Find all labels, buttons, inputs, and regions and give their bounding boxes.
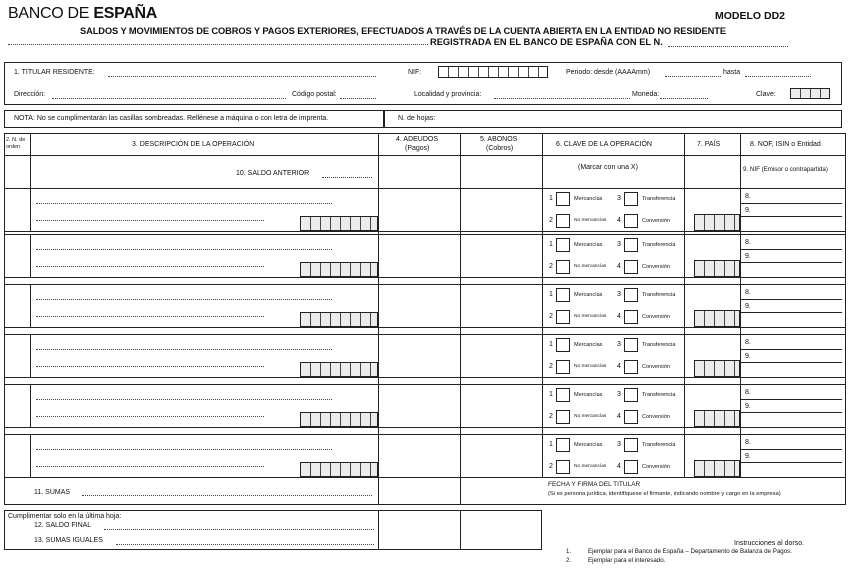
op-code-3-num: 3	[617, 241, 621, 248]
order-number-field[interactable]	[5, 189, 29, 231]
transferencia-label: Transferencia	[642, 292, 676, 298]
bank-name-bold: ESPAÑA	[93, 5, 158, 22]
nif-emisor-field[interactable]	[741, 300, 841, 312]
op-code-3-num: 3	[617, 341, 621, 348]
moneda-field[interactable]	[660, 98, 708, 99]
no-mercancias-label: No mercancías	[574, 264, 607, 269]
mercancias-label: Mercancías	[574, 292, 603, 298]
adeudos-field[interactable]	[379, 385, 459, 427]
no-mercancias-label: No mercancías	[574, 464, 607, 469]
bank-name-regular: BANCO DE	[8, 5, 94, 22]
pais-field[interactable]	[685, 235, 739, 259]
description-line1[interactable]	[36, 349, 332, 350]
nof-label: 8.	[745, 389, 751, 396]
conversion-label: Conversión	[642, 218, 670, 224]
nof-field[interactable]	[741, 435, 841, 449]
abonos-field[interactable]	[461, 235, 541, 277]
col-adeudos-header: 4. ADEUDOS	[396, 136, 439, 143]
periodo-hasta-field[interactable]	[745, 76, 811, 77]
op-code-3-num: 3	[617, 441, 621, 448]
conversion-checkbox[interactable]	[624, 310, 638, 324]
col-num-line2: orden	[6, 144, 21, 150]
titular-field[interactable]	[108, 76, 376, 77]
order-number-field[interactable]	[5, 385, 29, 427]
mercancias-checkbox[interactable]	[556, 192, 570, 206]
description-code-field	[300, 362, 378, 377]
nif-emisor-label: 9.	[745, 253, 751, 260]
nof-field[interactable]	[741, 235, 841, 249]
mercancias-checkbox[interactable]	[556, 438, 570, 452]
conversion-label: Conversión	[642, 264, 670, 270]
mercancias-label: Mercancías	[574, 242, 603, 248]
op-code-1-num: 1	[549, 241, 553, 248]
transferencia-checkbox[interactable]	[624, 192, 638, 206]
col-abonos-sub: (Cobros)	[486, 145, 514, 152]
mercancias-checkbox[interactable]	[556, 288, 570, 302]
no-mercancias-checkbox[interactable]	[556, 360, 570, 374]
mercancias-label: Mercancías	[574, 196, 603, 202]
conversion-checkbox[interactable]	[624, 214, 638, 228]
pais-code-field	[694, 410, 740, 427]
description-line1[interactable]	[36, 399, 332, 400]
op-code-1-num: 1	[549, 291, 553, 298]
codigo-postal-label: Código postal:	[292, 91, 337, 98]
op-code-4-num: 4	[617, 263, 621, 270]
description-code-field	[300, 262, 378, 277]
sumas-iguales-label: 13. SUMAS IGUALES	[34, 537, 103, 544]
periodo-desde-field[interactable]	[665, 76, 721, 77]
direccion-label: Dirección:	[14, 91, 46, 98]
description-line2[interactable]	[36, 366, 264, 367]
op-code-1-num: 1	[549, 341, 553, 348]
no-mercancias-label: No mercancías	[574, 218, 607, 223]
adeudos-field[interactable]	[379, 285, 459, 327]
op-code-3-num: 3	[617, 391, 621, 398]
conversion-checkbox[interactable]	[624, 260, 638, 274]
op-code-1-num: 1	[549, 441, 553, 448]
adeudos-field[interactable]	[379, 235, 459, 277]
abonos-field[interactable]	[461, 385, 541, 427]
nif-emisor-label: 9.	[745, 303, 751, 310]
conversion-label: Conversión	[642, 414, 670, 420]
description-line2[interactable]	[36, 416, 264, 417]
sumas-label: 11. SUMAS	[34, 489, 71, 496]
nif-emisor-label: 9.	[745, 403, 751, 410]
op-code-4-num: 4	[617, 413, 621, 420]
nif-emisor-field[interactable]	[741, 350, 841, 362]
titular-label: 1. TITULAR RESIDENTE:	[14, 69, 95, 76]
form-title-line2: REGISTRADA EN EL BANCO DE ESPAÑA CON EL N.	[430, 37, 663, 47]
description-line2[interactable]	[36, 316, 264, 317]
copy2-number: 2.	[566, 558, 572, 564]
col-description-header: 3. DESCRIPCIÓN DE LA OPERACIÓN	[132, 141, 255, 148]
transferencia-label: Transferencia	[642, 242, 676, 248]
pais-field[interactable]	[685, 335, 739, 359]
pais-code-field	[694, 360, 740, 377]
localidad-label: Localidad y provincia:	[414, 91, 482, 98]
nif-emisor-field[interactable]	[741, 250, 841, 262]
nif-emisor-field[interactable]	[741, 400, 841, 412]
description-code-field	[300, 462, 378, 477]
nif-emisor-label: 9.	[745, 207, 751, 214]
conversion-label: Conversión	[642, 464, 670, 470]
description-line2[interactable]	[36, 266, 264, 267]
fecha-firma-label: FECHA Y FIRMA DEL TITULAR	[548, 481, 641, 488]
pais-field[interactable]	[685, 435, 739, 459]
description-code-field	[300, 216, 378, 231]
nif-emisor-field[interactable]	[741, 450, 841, 462]
no-mercancias-checkbox[interactable]	[556, 460, 570, 474]
copy1-text: Ejemplar para el Banco de España – Departamento de Balanza de Pagos.	[588, 548, 792, 555]
transferencia-checkbox[interactable]	[624, 438, 638, 452]
saldo-anterior-label: 10. SALDO ANTERIOR	[236, 170, 310, 177]
order-number-field[interactable]	[5, 285, 29, 327]
nif-emisor-label: 9.	[745, 453, 751, 460]
localidad-field[interactable]	[494, 98, 630, 99]
nif-emisor-header: 9. NIF (Emisor o contrapartida)	[743, 166, 828, 173]
no-mercancias-label: No mercancías	[574, 414, 607, 419]
description-line1[interactable]	[36, 203, 332, 204]
form-title-line1: SALDOS Y MOVIMIENTOS DE COBROS Y PAGOS EXTERIORES, EFECTUADOS A TRAVÉS DE LA CUENTA ABIERTA EN LA ENTIDAD NO RESIDENTE	[80, 26, 726, 36]
model-code: MODELO DD2	[715, 10, 786, 22]
transferencia-checkbox[interactable]	[624, 288, 638, 302]
op-code-2-num: 2	[549, 463, 553, 470]
abonos-field[interactable]	[461, 285, 541, 327]
conversion-checkbox[interactable]	[624, 410, 638, 424]
order-number-field[interactable]	[5, 335, 29, 377]
conversion-checkbox[interactable]	[624, 360, 638, 374]
op-code-2-num: 2	[549, 217, 553, 224]
no-mercancias-checkbox[interactable]	[556, 260, 570, 274]
header-divider	[4, 155, 846, 156]
adeudos-field[interactable]	[379, 435, 459, 477]
no-mercancias-label: No mercancías	[574, 364, 607, 369]
conversion-checkbox[interactable]	[624, 460, 638, 474]
copy1-number: 1.	[566, 549, 572, 555]
sumas-dots	[82, 495, 372, 496]
op-code-4-num: 4	[617, 217, 621, 224]
op-code-1-num: 1	[549, 391, 553, 398]
ultima-hoja-label: Cumplimentar solo en la última hoja:	[8, 513, 122, 520]
nof-label: 8.	[745, 193, 751, 200]
nof-label: 8.	[745, 289, 751, 296]
transferencia-label: Transferencia	[642, 342, 676, 348]
mercancias-checkbox[interactable]	[556, 388, 570, 402]
no-mercancias-checkbox[interactable]	[556, 410, 570, 424]
registration-number-line[interactable]	[668, 46, 788, 47]
hasta-label: hasta	[723, 69, 741, 76]
nof-label: 8.	[745, 239, 751, 246]
transferencia-label: Transferencia	[642, 196, 676, 202]
mercancias-checkbox[interactable]	[556, 238, 570, 252]
nif-field[interactable]	[438, 66, 548, 78]
copy2-text: Ejemplar para el interesado.	[588, 557, 666, 564]
abonos-field[interactable]	[461, 189, 541, 231]
description-line2[interactable]	[36, 466, 264, 467]
marcar-label: (Marcar con una X)	[578, 164, 638, 171]
pais-field[interactable]	[685, 189, 739, 213]
nof-field[interactable]	[741, 189, 841, 203]
sumas-iguales-dots	[116, 544, 374, 545]
no-mercancias-label: No mercancías	[574, 314, 607, 319]
abonos-field[interactable]	[461, 335, 541, 377]
bank-logo	[8, 6, 157, 22]
order-number-field[interactable]	[5, 235, 29, 277]
abonos-field[interactable]	[461, 435, 541, 477]
instructions-note: Instrucciones al dorso.	[734, 540, 805, 547]
description-line1[interactable]	[36, 299, 332, 300]
codigo-postal-field[interactable]	[340, 98, 376, 99]
description-line2[interactable]	[36, 220, 264, 221]
clave-field	[790, 88, 830, 99]
col-num-line1: 2. N. de	[6, 137, 26, 143]
saldo-final-dots	[104, 529, 374, 530]
pais-code-field	[694, 460, 740, 477]
op-code-3-num: 3	[617, 195, 621, 202]
mercancias-label: Mercancías	[574, 442, 603, 448]
col-adeudos-sub: (Pagos)	[405, 145, 430, 152]
transferencia-label: Transferencia	[642, 392, 676, 398]
op-code-1-num: 1	[549, 195, 553, 202]
mercancias-label: Mercancías	[574, 342, 603, 348]
no-mercancias-checkbox[interactable]	[556, 214, 570, 228]
conversion-label: Conversión	[642, 314, 670, 320]
clave-label: Clave:	[756, 91, 776, 98]
periodo-label: Periodo: desde (AAAAmm)	[566, 69, 651, 76]
pais-code-field	[694, 310, 740, 327]
col-abonos-header: 5. ABONOS	[480, 136, 518, 143]
nof-field[interactable]	[741, 285, 841, 299]
description-code-field	[300, 312, 378, 327]
sheets-label: N. de hojas:	[398, 115, 436, 122]
nif-label: NIF:	[408, 69, 422, 76]
moneda-label: Moneda:	[632, 91, 660, 98]
col-pais-header: 7. PAÍS	[697, 141, 721, 148]
op-code-2-num: 2	[549, 363, 553, 370]
mercancias-checkbox[interactable]	[556, 338, 570, 352]
conversion-label: Conversión	[642, 364, 670, 370]
op-code-2-num: 2	[549, 313, 553, 320]
op-code-4-num: 4	[617, 463, 621, 470]
nif-emisor-field[interactable]	[741, 204, 841, 216]
description-line1[interactable]	[36, 249, 332, 250]
transferencia-checkbox[interactable]	[624, 388, 638, 402]
saldo-anterior-dots	[322, 177, 372, 178]
description-code-field	[300, 412, 378, 427]
op-code-2-num: 2	[549, 263, 553, 270]
nof-field[interactable]	[741, 335, 841, 349]
op-code-2-num: 2	[549, 413, 553, 420]
op-code-4-num: 4	[617, 363, 621, 370]
pais-code-field	[694, 214, 740, 231]
no-mercancias-checkbox[interactable]	[556, 310, 570, 324]
nof-field[interactable]	[741, 385, 841, 399]
transferencia-label: Transferencia	[642, 442, 676, 448]
direccion-field[interactable]	[52, 98, 286, 99]
nof-label: 8.	[745, 439, 751, 446]
description-line1[interactable]	[36, 449, 332, 450]
sheets-box	[384, 110, 842, 128]
saldo-final-label: 12. SALDO FINAL	[34, 522, 92, 529]
fecha-firma-note: (Si es persona jurídica, identifíquese el firmante, indicando nombre y cargo en la empresa)	[548, 491, 781, 497]
transferencia-checkbox[interactable]	[624, 238, 638, 252]
order-number-field[interactable]	[5, 435, 29, 477]
pais-code-field	[694, 260, 740, 277]
account-number-line[interactable]	[8, 44, 428, 45]
pais-field[interactable]	[685, 285, 739, 309]
op-code-3-num: 3	[617, 291, 621, 298]
pais-field[interactable]	[685, 385, 739, 409]
nof-label: 8.	[745, 339, 751, 346]
mercancias-label: Mercancías	[574, 392, 603, 398]
col-clave-header: 6. CLAVE DE LA OPERACIÓN	[556, 141, 652, 148]
col-nof-header: 8. NOF, ISIN o Entidad	[750, 141, 821, 148]
note-text: NOTA: No se cumplimentarán las casillas sombreadas. Rellénese a máquina o con letra de imprenta.	[14, 115, 329, 122]
adeudos-field[interactable]	[379, 335, 459, 377]
nif-emisor-label: 9.	[745, 353, 751, 360]
op-code-4-num: 4	[617, 313, 621, 320]
transferencia-checkbox[interactable]	[624, 338, 638, 352]
adeudos-field[interactable]	[379, 189, 459, 231]
